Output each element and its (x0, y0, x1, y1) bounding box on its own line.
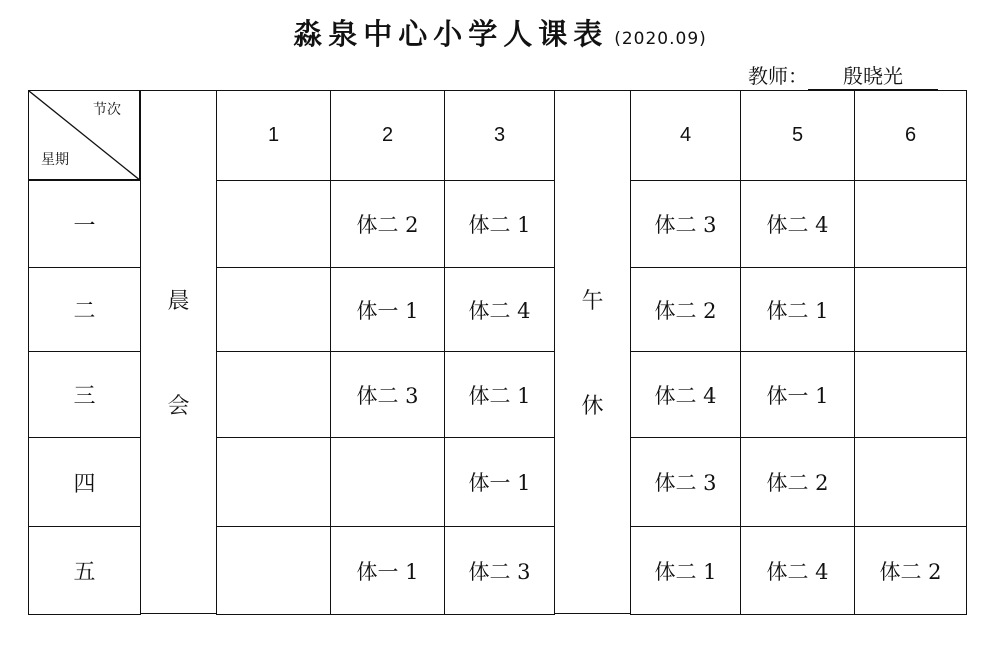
period-header-2: 2 (330, 90, 445, 181)
timetable-cell: 体二 3 (444, 526, 555, 615)
timetable-cell: 体二 2 (740, 437, 855, 527)
period-header-3: 3 (444, 90, 555, 181)
corner-label-weekday: 星期 (41, 152, 69, 168)
morning-meeting-char: 晨 (167, 289, 190, 315)
timetable-cell: 体一 1 (330, 526, 445, 615)
term-date: (2020.09) (614, 29, 707, 49)
timetable-cell: 体二 2 (330, 180, 445, 268)
timetable-cell: 体二 4 (630, 351, 741, 438)
period-header-5: 5 (740, 90, 855, 181)
weekday-label: 二 (28, 267, 141, 352)
timetable-cell: 体二 1 (444, 180, 555, 268)
timetable-cell (216, 351, 331, 438)
corner-label-period: 节次 (93, 102, 121, 118)
timetable-cell (216, 437, 331, 527)
period-header-4: 4 (630, 90, 741, 181)
timetable-cell: 体二 3 (630, 180, 741, 268)
timetable-cell (854, 180, 967, 268)
timetable-cell: 体二 3 (330, 351, 445, 438)
teacher-line (748, 60, 938, 90)
corner-header (28, 90, 140, 180)
morning-meeting-char: 会 (167, 393, 190, 419)
timetable-cell: 体一 1 (740, 351, 855, 438)
teacher-name: 殷晓光 (808, 60, 938, 90)
timetable-cell: 体二 2 (630, 267, 741, 352)
page-title-row (0, 12, 1000, 53)
timetable-cell (216, 526, 331, 615)
weekday-label: 三 (28, 351, 141, 438)
timetable-cell: 体二 4 (444, 267, 555, 352)
timetable-cell: 体一 1 (444, 437, 555, 527)
timetable-cell: 体二 2 (854, 526, 967, 615)
page-title: 淼泉中心小学人课表 (293, 17, 609, 51)
weekday-label: 五 (28, 526, 141, 615)
timetable-cell: 体一 1 (330, 267, 445, 352)
timetable-cell (216, 267, 331, 352)
teacher-label: 教师： (748, 64, 808, 88)
timetable-cell (330, 437, 445, 527)
timetable-cell (216, 180, 331, 268)
timetable-cell: 体二 3 (630, 437, 741, 527)
weekday-label: 一 (28, 180, 141, 268)
period-header-1: 1 (216, 90, 331, 181)
timetable-cell: 体二 1 (740, 267, 855, 352)
timetable-cell: 体二 1 (630, 526, 741, 615)
weekday-label: 四 (28, 437, 141, 527)
morning-meeting-column (140, 90, 217, 614)
noon-break-char: 休 (581, 393, 604, 419)
period-header-6: 6 (854, 90, 967, 181)
timetable-cell: 体二 4 (740, 526, 855, 615)
noon-break-char: 午 (581, 289, 604, 315)
timetable-cell (854, 267, 967, 352)
timetable-cell: 体二 1 (444, 351, 555, 438)
timetable (28, 90, 966, 614)
timetable-cell: 体二 4 (740, 180, 855, 268)
noon-break-column (554, 90, 631, 614)
timetable-cell (854, 437, 967, 527)
timetable-cell (854, 351, 967, 438)
